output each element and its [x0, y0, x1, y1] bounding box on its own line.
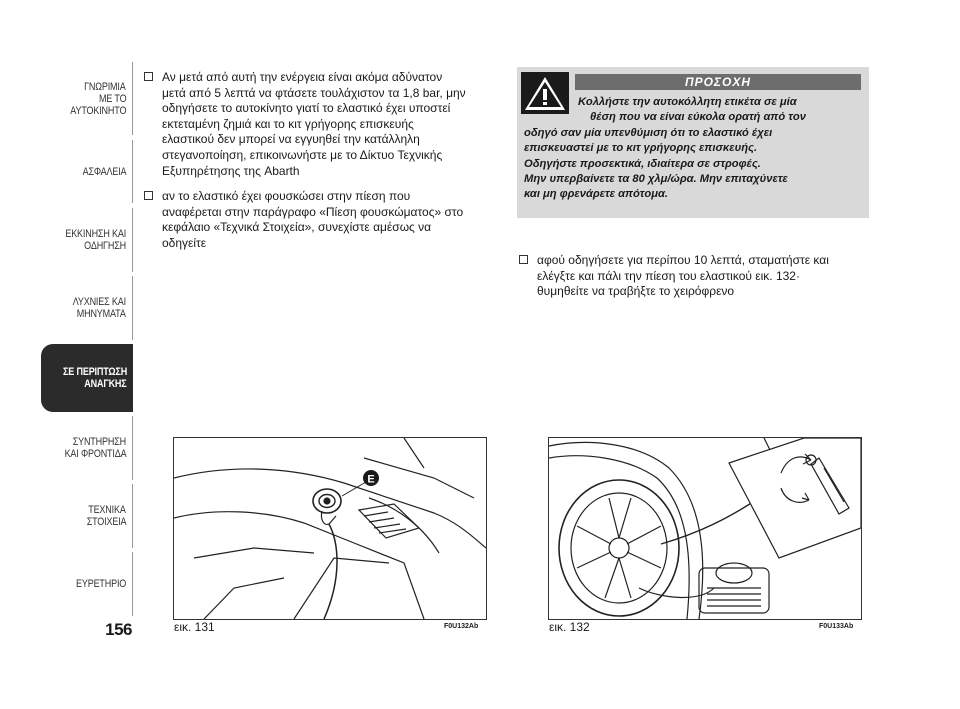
text-line: Εξυπηρέτησης της Abarth: [162, 163, 300, 178]
tab-label: ΣΕ ΠΕΡΙΠΤΩΣΗ: [62, 366, 127, 378]
checkbox-bullet-icon: [144, 191, 153, 200]
figure-132: [548, 437, 862, 620]
bullet-paragraph: [537, 253, 829, 300]
tab-label: ΕΥΡΕΤΗΡΙΟ: [75, 578, 126, 590]
sidebar-tab-index[interactable]: [41, 552, 133, 616]
sidebar-tab-technical-data[interactable]: [41, 484, 133, 548]
tab-label: ΜΗΝΥΜΑΤΑ: [77, 308, 126, 320]
figure-131-caption: εικ. 131: [174, 620, 215, 634]
text-line: οδηγό σαν μία υπενθύμιση ότι το ελαστικό έχει: [524, 127, 773, 139]
text-line: θυμηθείτε να τραβήξτε το χειρόφρενο: [537, 284, 735, 299]
text-line: Μην υπερβαίνετε τα 80 χλμ/ώρα. Μην επιταχύνετε: [524, 172, 788, 185]
checkbox-bullet-icon: [519, 255, 528, 264]
sidebar-tab-lights-messages[interactable]: [41, 276, 133, 340]
tab-label: ΑΥΤΟΚΙΝΗΤΟ: [69, 104, 126, 117]
text-line: αφού οδηγήσετε για περίπου 10 λεπτά, σταματήστε και: [537, 253, 829, 267]
text-line: αναφέρεται στην παράγραφο «Πίεση φουσκώματος» στο: [162, 204, 464, 219]
text-line: μετά από 5 λεπτά να φτάσετε τουλάχιστον τα 1,8 bar, μην: [162, 85, 466, 100]
text-line: αν το ελαστικό έχει φουσκώσει στην πίεση που: [162, 189, 411, 203]
tab-label: ΓΝΩΡΙΜΙΑ: [84, 80, 126, 93]
text-line: ελαστικού δεν μπορεί να εγγυηθεί την κατάλληλη: [162, 132, 420, 147]
tab-label: ΤΕΧΝΙΚΑ: [88, 504, 126, 516]
callout-label-e: E: [367, 473, 375, 486]
warning-title: ΠΡΟΣΟΧΗ: [575, 74, 861, 90]
warning-triangle-icon: [521, 72, 569, 114]
tab-label: ΟΔΗΓΗΣΗ: [84, 240, 126, 252]
warning-text: [524, 126, 788, 202]
bullet-paragraph: [162, 189, 463, 251]
figure-132-caption: εικ. 132: [549, 620, 590, 634]
tab-label: ΑΣΦΑΛΕΙΑ: [82, 165, 126, 178]
figure-131: [173, 437, 487, 620]
tab-label: ΜΕ ΤΟ: [98, 92, 126, 105]
figure-132-illustration: [549, 438, 861, 619]
text-line: επισκευαστεί με το κιτ γρήγορης επισκευής.: [524, 142, 758, 155]
bullet-paragraph: [162, 70, 466, 179]
text-line: κεφάλαιο «Τεχνικά Στοιχεία», συνεχίστε αμέσως να: [162, 220, 432, 235]
text-line: και μη φρενάρετε απότομα.: [524, 188, 669, 201]
text-line: ελέγξτε και πάλι την πίεση του ελαστικού εικ. 132·: [537, 268, 800, 283]
text-line: οδηγήσετε το αυτοκίνητο γιατί το ελαστικό έχει υποστεί: [162, 101, 451, 116]
sidebar-tab-safety[interactable]: [41, 140, 133, 203]
text-line: εκτεταμένη ζημιά και το κιτ γρήγορης επισκευής: [162, 116, 414, 131]
sidebar-tab-getting-to-know[interactable]: [41, 62, 133, 135]
figure-132-code: F0U133Ab: [819, 623, 854, 630]
tab-label: ΚΑΙ ΦΡΟΝΤΙΔΑ: [64, 448, 126, 460]
sidebar-tab-emergency[interactable]: [41, 344, 133, 412]
text-line: Αν μετά από αυτή την ενέργεια είναι ακόμα αδύνατον: [162, 70, 443, 84]
text-line: οδηγείτε: [162, 235, 207, 250]
text-line: Οδηγήστε προσεκτικά, ιδιαίτερα σε στροφές.: [524, 157, 761, 170]
warning-text-indented: [578, 95, 806, 126]
tab-label: ΑΝΑΓΚΗΣ: [84, 378, 127, 390]
figure-131-illustration: [174, 438, 486, 619]
page-number: 156: [105, 620, 132, 639]
tab-label: ΣΤΟΙΧΕΙΑ: [86, 516, 126, 528]
figure-131-code: F0U132Ab: [444, 623, 479, 630]
text-line: Κολλήστε την αυτοκόλλητη ετικέτα σε μία: [578, 96, 797, 108]
sidebar-tab-starting-driving[interactable]: [41, 208, 133, 272]
tab-label: ΕΚΚΙΝΗΣΗ ΚΑΙ: [65, 228, 126, 240]
text-line: θέση που να είναι εύκολα ορατή από τον: [590, 111, 806, 124]
tab-label: ΣΥΝΤΗΡΗΣΗ: [72, 436, 126, 448]
checkbox-bullet-icon: [144, 72, 153, 81]
sidebar-tab-maintenance[interactable]: [41, 416, 133, 480]
text-line: στεγανοποίηση, επικοινωνήστε με το Δίκτυο Τεχνικής: [162, 147, 443, 162]
tab-label: ΛΥΧΝΙΕΣ ΚΑΙ: [72, 296, 126, 308]
